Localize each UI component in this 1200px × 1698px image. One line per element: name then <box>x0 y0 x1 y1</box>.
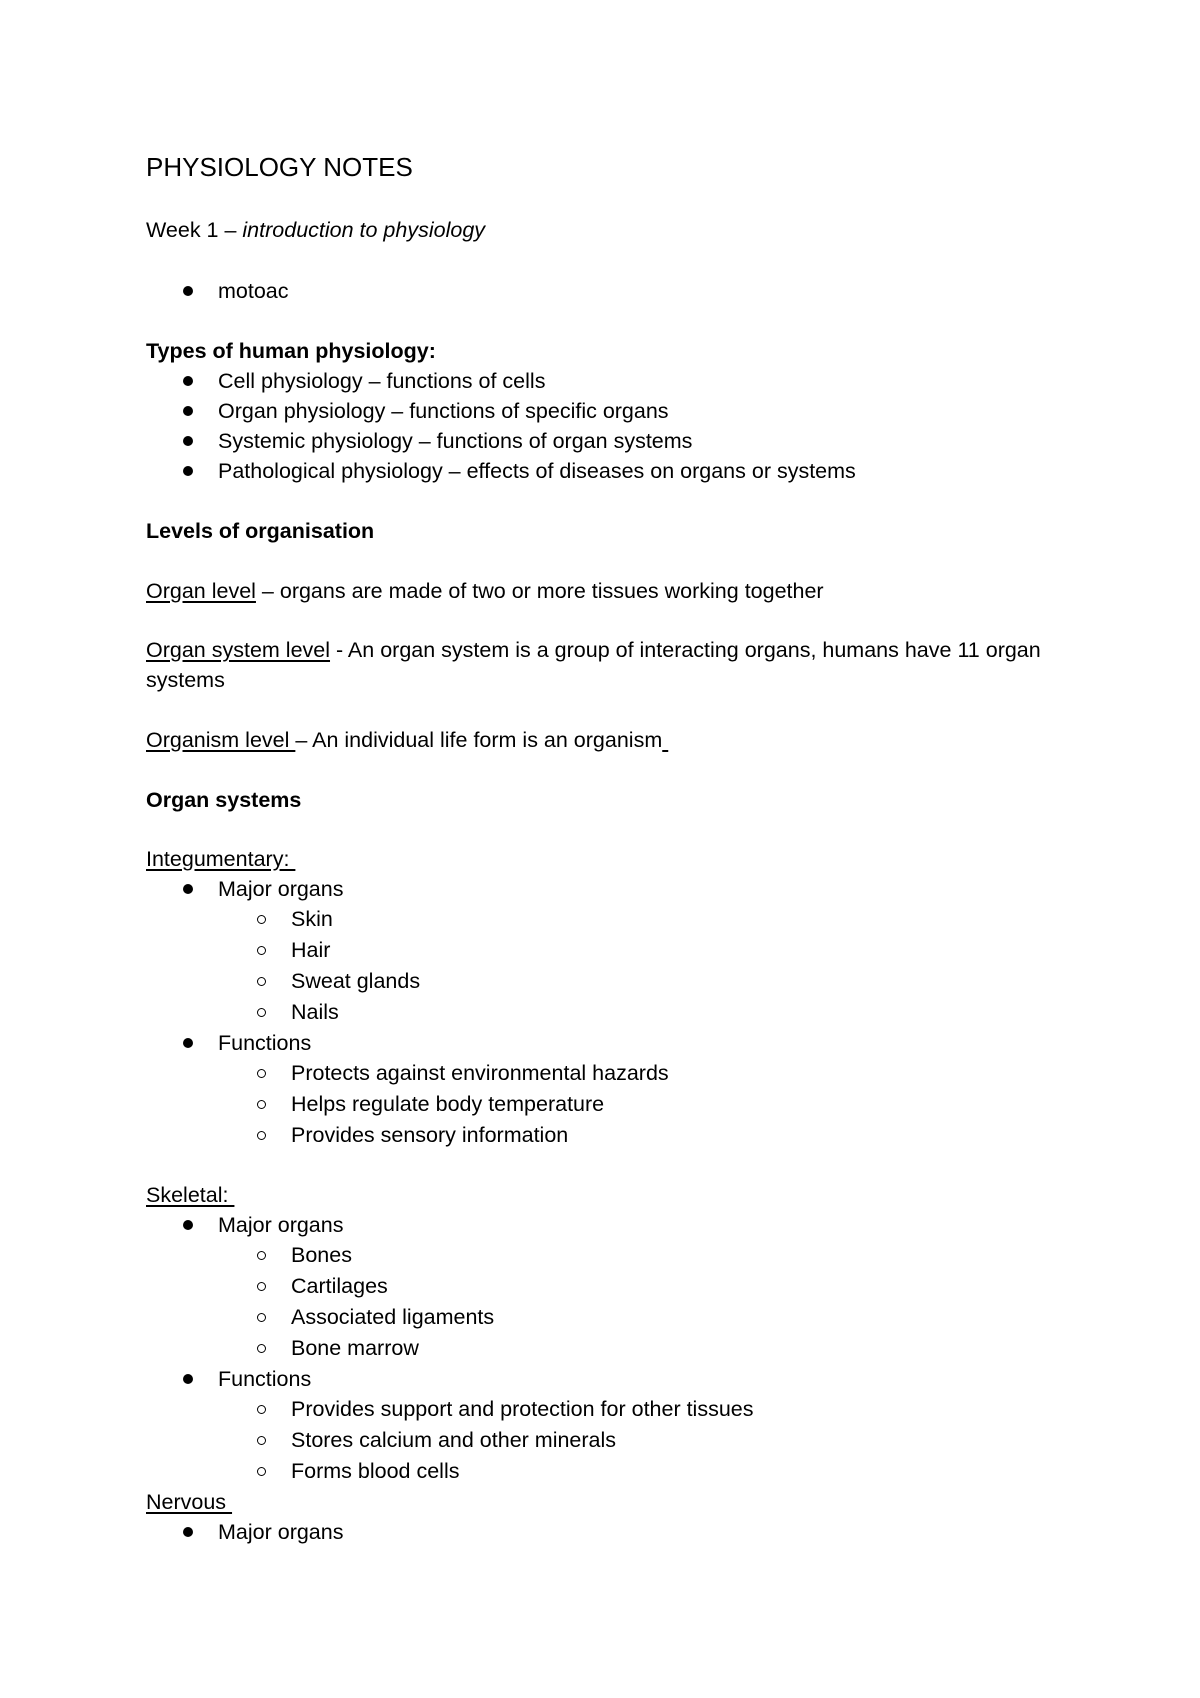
organ-level-term: Organ level <box>146 579 256 603</box>
levels-heading: Levels of organisation <box>146 519 375 543</box>
bullet-icon <box>183 884 193 894</box>
bullet-icon <box>183 1038 193 1048</box>
nervous-heading: Nervous <box>146 1490 233 1514</box>
organ-system-level-paragraph <box>146 636 1041 664</box>
list-item: Forms blood cells <box>291 1459 460 1483</box>
list-item: Systemic physiology – functions of organ systems <box>218 429 693 453</box>
hollow-bullet-icon <box>257 1344 266 1353</box>
hollow-bullet-icon <box>257 1008 266 1017</box>
list-item: Cartilages <box>291 1274 388 1298</box>
list-item: Pathological physiology – effects of diseases on organs or systems <box>218 459 856 483</box>
hollow-bullet-icon <box>257 1405 266 1414</box>
page-title: PHYSIOLOGY NOTES <box>146 152 413 182</box>
list-item: Organ physiology – functions of specific organs <box>218 399 669 423</box>
list-item: Nails <box>291 1000 339 1024</box>
integumentary-heading: Integumentary: <box>146 847 296 871</box>
bullet-icon <box>183 1374 193 1384</box>
organism-level-term: Organism level <box>146 728 296 752</box>
hollow-bullet-icon <box>257 977 266 986</box>
hollow-bullet-icon <box>257 1131 266 1140</box>
organ-system-level-term: Organ system level <box>146 638 331 662</box>
organ-level-text: – organs are made of two or more tissues working together <box>255 579 824 603</box>
list-item: Provides support and protection for other tissues <box>291 1397 754 1421</box>
bullet-icon <box>183 1527 193 1537</box>
week-prefix: Week 1 – <box>146 218 243 242</box>
hollow-bullet-icon <box>257 915 266 924</box>
hollow-bullet-icon <box>257 946 266 955</box>
organ-system-level-text: - An organ system is a group of interacting organs, humans have 11 organ <box>330 638 1041 662</box>
integumentary-major-organs-label: Major organs <box>218 877 344 901</box>
hollow-bullet-icon <box>257 1313 266 1322</box>
bullet-icon <box>183 1220 193 1230</box>
bullet-icon <box>183 406 193 416</box>
list-item: Bones <box>291 1243 352 1267</box>
list-item: Skin <box>291 907 333 931</box>
week-topic: introduction to physiology <box>242 218 486 242</box>
list-item: Stores calcium and other minerals <box>291 1428 617 1452</box>
list-item: Provides sensory information <box>291 1123 569 1147</box>
hollow-bullet-icon <box>257 1069 266 1078</box>
organism-level-trailing <box>662 728 668 752</box>
organism-level-paragraph <box>146 726 668 754</box>
skeletal-functions-label: Functions <box>218 1367 312 1391</box>
skeletal-major-organs-label: Major organs <box>218 1213 344 1237</box>
list-item: Sweat glands <box>291 969 421 993</box>
bullet-icon <box>183 376 193 386</box>
organ-system-level-continuation: systems <box>146 668 225 692</box>
organ-level-paragraph <box>146 577 824 605</box>
organism-level-text: – An individual life form is an organism <box>295 728 663 752</box>
types-heading: Types of human physiology: <box>146 339 436 363</box>
hollow-bullet-icon <box>257 1282 266 1291</box>
organ-systems-heading: Organ systems <box>146 788 302 812</box>
list-item: Hair <box>291 938 331 962</box>
list-item: Bone marrow <box>291 1336 419 1360</box>
bullet-icon <box>183 286 193 296</box>
bullet-icon <box>183 466 193 476</box>
list-item: Helps regulate body temperature <box>291 1092 605 1116</box>
week-heading <box>146 216 485 244</box>
list-item: Associated ligaments <box>291 1305 495 1329</box>
hollow-bullet-icon <box>257 1100 266 1109</box>
hollow-bullet-icon <box>257 1251 266 1260</box>
list-item: Protects against environmental hazards <box>291 1061 669 1085</box>
intro-bullet-text: motoac <box>218 279 289 303</box>
skeletal-heading: Skeletal: <box>146 1183 235 1207</box>
nervous-major-organs-label: Major organs <box>218 1520 344 1544</box>
bullet-icon <box>183 436 193 446</box>
integumentary-functions-label: Functions <box>218 1031 312 1055</box>
list-item: Cell physiology – functions of cells <box>218 369 546 393</box>
hollow-bullet-icon <box>257 1467 266 1476</box>
hollow-bullet-icon <box>257 1436 266 1445</box>
